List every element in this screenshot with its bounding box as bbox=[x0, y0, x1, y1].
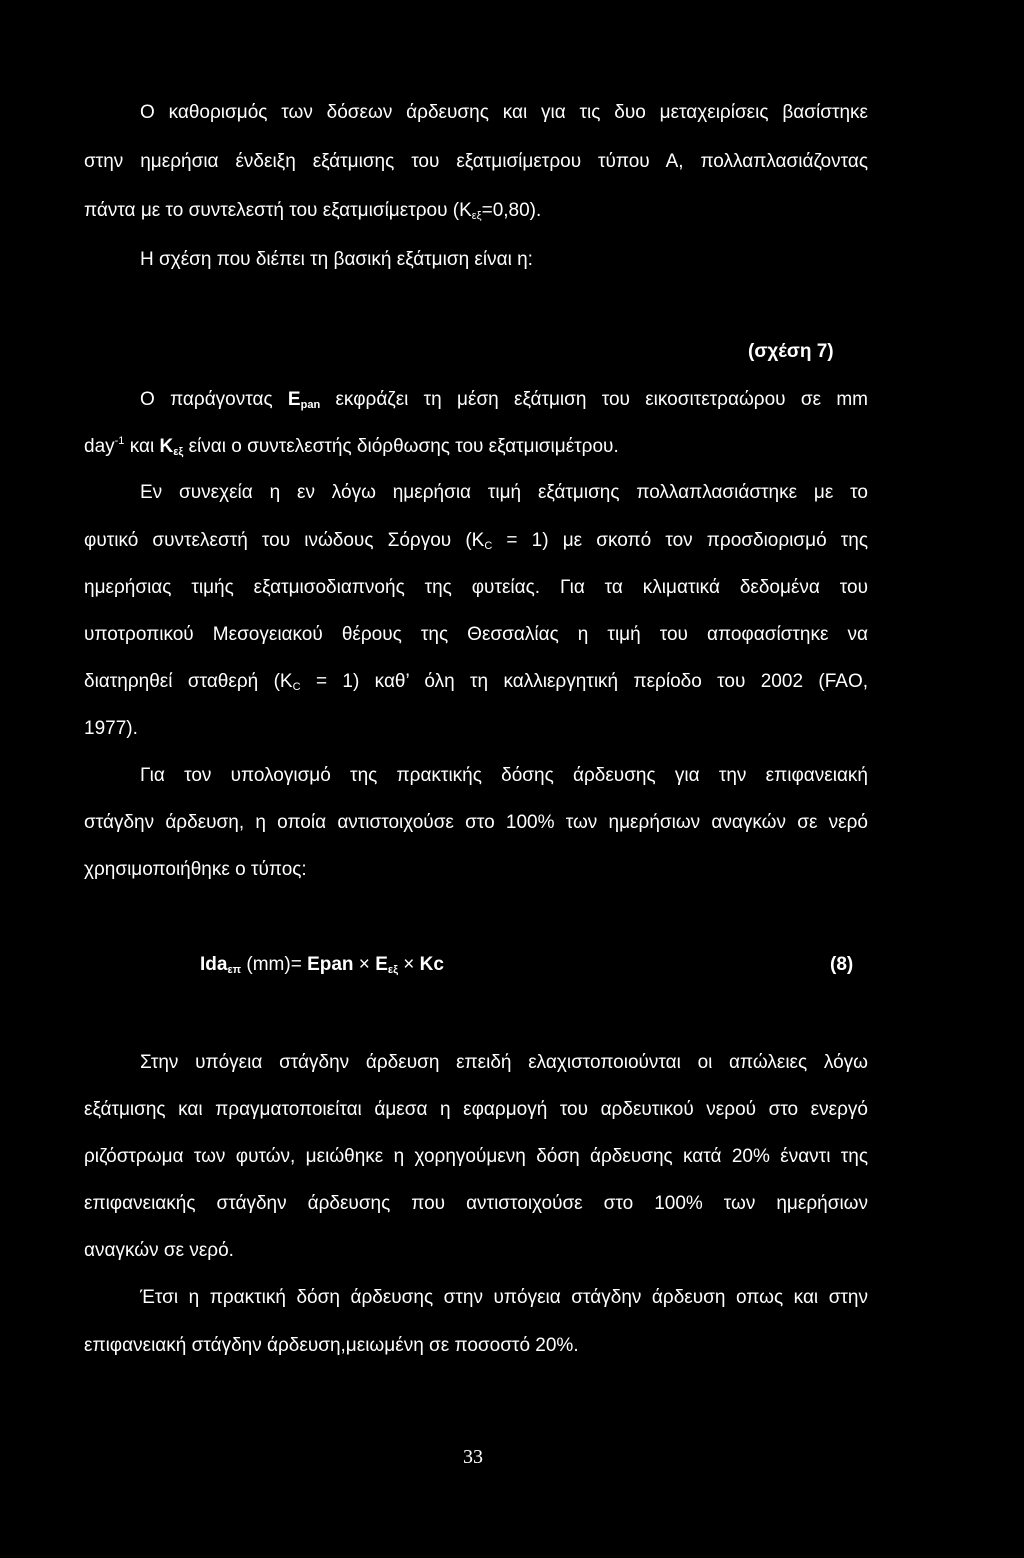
paragraph-6-line-3: ριζόστρωμα των φυτών, μειώθηκε η χορηγούμενη δόση άρδευσης κατά 20% έναντι της bbox=[84, 1146, 868, 1167]
paragraph-5-line-2: στάγδην άρδευση, η οποία αντιστοιχούσε στο 100% των ημερήσιων αναγκών σε νερό bbox=[84, 812, 868, 833]
paragraph-1-line-3: πάντα με το συντελεστή του εξατμισίμετρου $(K_{\varepsilon\xi}=0,80)$. bbox=[84, 200, 542, 222]
paragraph-3-line-1: Ο παράγοντας $E_{pan}$ εκφράζει τη μέση εξάτμιση του εικοσιτετραώρου σε mm bbox=[140, 389, 868, 411]
paragraph-6-line-4: επιφανειακής στάγδην άρδευσης που αντιστοιχούσε στο 100% των ημερήσιων bbox=[84, 1193, 868, 1214]
paragraph-4-line-3: ημερήσιας τιμής εξατμισοδιαπνοής της φυτείας. Για τα κλιματικά δεδομένα του bbox=[84, 577, 868, 598]
paragraph-7-line-1: Έτσι η πρακτική δόση άρδευσης στην υπόγεια στάγδην άρδευση οπως και στην bbox=[140, 1287, 868, 1308]
paragraph-4-line-2: φυτικό συντελεστή του ινώδους Σόργου $(K_C = 1)$ με σκοπό τον προσδιορισμό της bbox=[84, 530, 868, 552]
paragraph-5-line-3: χρησιμοποιήθηκε ο τύπος: bbox=[84, 859, 307, 880]
paragraph-4-line-6: 1977). bbox=[84, 718, 138, 739]
paragraph-6-line-5: αναγκών σε νερό. bbox=[84, 1240, 234, 1261]
equation-8-label: (8) bbox=[830, 954, 854, 975]
page-number: 33 bbox=[463, 1446, 483, 1468]
paragraph-4-line-5: διατηρηθεί σταθερή $(K_C = 1)$ καθ’ όλη τη καλλιεργητική περίοδο του 2002 (FAO, bbox=[84, 671, 869, 693]
paragraph-1-line-1: Ο καθορισμός των δόσεων άρδευσης και για τις δυο μεταχειρίσεις βασίστηκε bbox=[140, 102, 868, 123]
paragraph-1-line-2: στην ημερήσια ένδειξη εξάτμισης του εξατμισίμετρου τύπου Α, πολλαπλασιάζοντας bbox=[84, 151, 868, 172]
paragraph-4-line-1: Εν συνεχεία η εν λόγω ημερήσια τιμή εξάτμισης πολλαπλασιάστηκε με το bbox=[140, 482, 868, 503]
equation-8: Ida$_{\varepsilon\pi}$ (mm)= Epan × $E_{\varepsilon\xi} \times Kc$ bbox=[200, 954, 444, 976]
paragraph-2-line-1: Η σχέση που διέπει τη βασική εξάτμιση είναι η: bbox=[140, 249, 533, 270]
paragraph-6-line-2: εξάτμισης και πραγματοποιείται άμεσα η εφαρμογή του αρδευτικού νερού στο ενεργό bbox=[84, 1099, 868, 1120]
equation-7-label: (σχέση 7) bbox=[748, 341, 834, 362]
paragraph-6-line-1: Στην υπόγεια στάγδην άρδευση επειδή ελαχιστοποιούνται οι απώλειες λόγω bbox=[140, 1052, 868, 1073]
paragraph-3-line-2: day$^{-1}$ και $K_{\varepsilon\xi}$ είναι ο συντελεστής διόρθωσης του εξατμισιμέτρου. bbox=[84, 435, 619, 458]
paragraph-7-line-2: επιφανειακή στάγδην άρδευση,μειωμένη σε ποσοστό 20%. bbox=[84, 1335, 579, 1356]
paragraph-4-line-4: υποτροπικού Μεσογειακού θέρους της Θεσσαλίας η τιμή του αποφασίστηκε να bbox=[84, 624, 868, 645]
paragraph-5-line-1: Για τον υπολογισμό της πρακτικής δόσης άρδευσης για την επιφανειακή bbox=[140, 765, 868, 786]
